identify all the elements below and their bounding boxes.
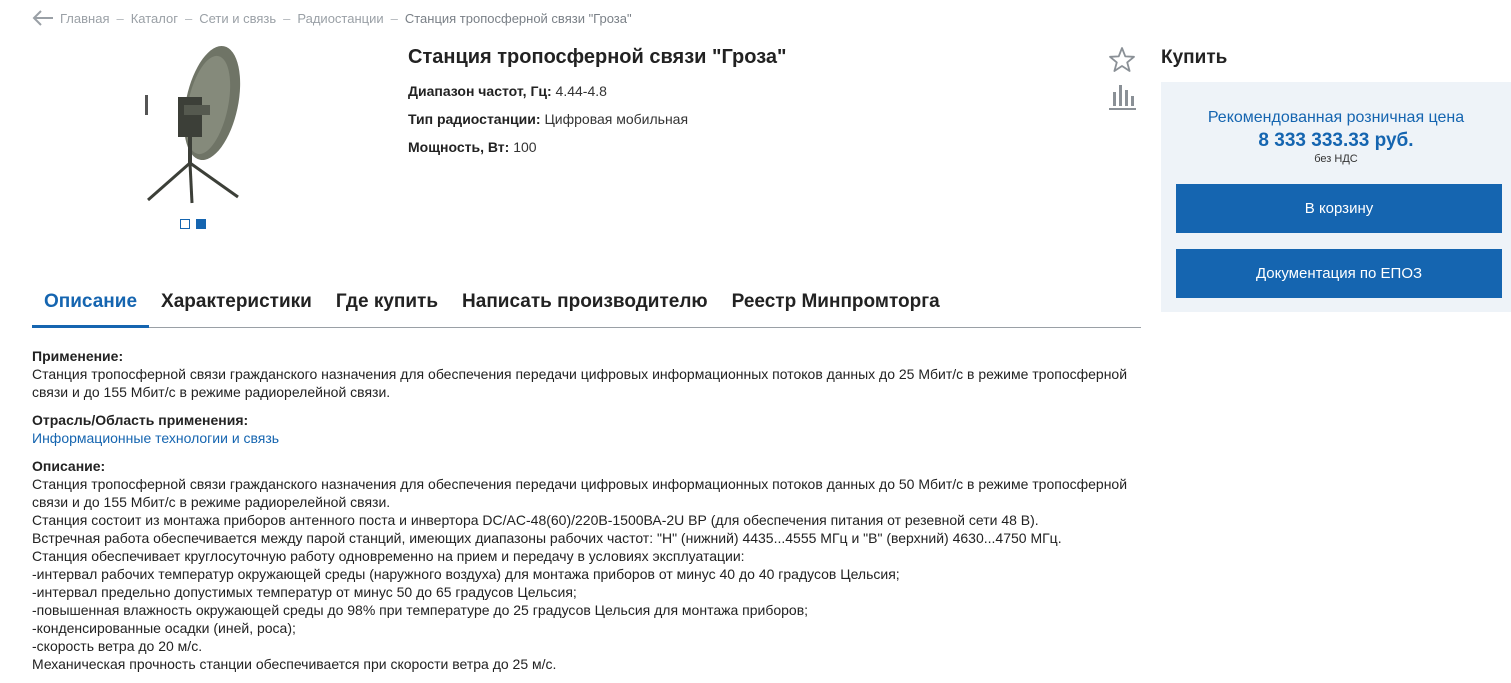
desc-line: -конденсированные осадки (иней, роса); bbox=[32, 620, 296, 636]
desc-line: -повышенная влажность окружающей среды до 98% при температуре до 25 градусов Цельсия для монтажа приборов; bbox=[32, 602, 809, 618]
section-heading: Описание: bbox=[32, 458, 106, 474]
desc-line: Станция обеспечивает круглосуточную работу одновременно на прием и передачу в условиях эксплуатации: bbox=[32, 548, 745, 564]
desc-line: -скорость ветра до 20 м/с. bbox=[32, 638, 203, 654]
desc-line: Станция тропосферной связи гражданского назначения для обеспечения передачи цифровых информационных потоков данных до 50 Мбит/с в режиме тропосферной связи и до 155 Мбит/с в режиме радиорелейной связи. bbox=[32, 476, 1128, 510]
industry-link[interactable]: Информационные технологии и связь bbox=[32, 430, 280, 446]
price-value: 8 333 333.33 руб. bbox=[1258, 130, 1414, 151]
add-to-cart-button[interactable]: В корзину bbox=[1176, 184, 1502, 233]
prop-frequency bbox=[408, 82, 688, 110]
desc-line: Встречная работа обеспечивается между парой станций, имеющих диапазоны рабочих частот: "Н" (нижний) 4435...4555 МГц и "В" (верхний) 4630...4750 МГц. bbox=[32, 530, 1062, 546]
vat-note: без НДС bbox=[1314, 153, 1358, 165]
section-text: Станция тропосферной связи гражданского назначения для обеспечения передачи цифровых информационных потоков данных до 25 Мбит/с в режиме тропосферной связи и до 155 Мбит/с в режиме радиорелейной связи. bbox=[32, 366, 1128, 400]
breadcrumb-item-catalog[interactable]: Каталог bbox=[130, 10, 178, 26]
arrow-left-icon[interactable] bbox=[32, 9, 54, 27]
prop-value: 100 bbox=[513, 139, 537, 155]
product-title: Станция тропосферной связи "Гроза" bbox=[408, 46, 787, 68]
breadcrumb-item-networks[interactable]: Сети и связь bbox=[199, 10, 277, 26]
documentation-button[interactable]: Документация по ЕПОЗ bbox=[1176, 249, 1502, 298]
prop-radio-type bbox=[408, 110, 688, 138]
prop-value: 4.44-4.8 bbox=[555, 83, 607, 99]
product-props bbox=[408, 82, 688, 166]
product-image[interactable] bbox=[140, 45, 250, 205]
product-tabs bbox=[32, 287, 1141, 328]
gallery-dot[interactable] bbox=[180, 219, 190, 229]
bar-chart-icon[interactable] bbox=[1108, 82, 1136, 112]
tab-contact-manufacturer[interactable]: Написать производителю bbox=[462, 291, 708, 312]
application-section bbox=[32, 347, 1132, 401]
breadcrumb-separator: – bbox=[283, 10, 291, 26]
breadcrumb-current: Станция тропосферной связи "Гроза" bbox=[404, 10, 632, 26]
breadcrumb-separator: – bbox=[184, 10, 193, 26]
price-label: Рекомендованная розничная цена bbox=[1207, 109, 1465, 126]
tab-specs[interactable]: Характеристики bbox=[161, 291, 312, 312]
prop-value: Цифровая мобильная bbox=[544, 111, 689, 127]
buy-panel bbox=[1161, 82, 1511, 312]
desc-line: Механическая прочность станции обеспечивается при скорости ветра до 25 м/с. bbox=[32, 656, 557, 672]
section-heading: Отрасль/Область применения: bbox=[32, 412, 249, 428]
breadcrumb-item-radio[interactable]: Радиостанции bbox=[297, 10, 384, 26]
tab-where-to-buy[interactable]: Где купить bbox=[335, 291, 439, 312]
section-heading: Применение: bbox=[32, 348, 124, 364]
industry-section bbox=[32, 411, 1132, 447]
tab-registry[interactable]: Реестр Минпромторга bbox=[731, 291, 940, 312]
gallery-pagination bbox=[180, 219, 206, 229]
buy-title: Купить bbox=[1161, 47, 1228, 68]
prop-power bbox=[408, 138, 688, 166]
gallery-dot-active[interactable] bbox=[196, 219, 206, 229]
desc-line: -интервал рабочих температур окружающей среды (наружного воздуха) для монтажа приборов от минус 40 до 40 градусов Цельсия; bbox=[32, 566, 900, 582]
description-section bbox=[32, 457, 1132, 673]
prop-label: Мощность, Вт: bbox=[408, 139, 510, 155]
prop-label: Диапазон частот, Гц: bbox=[408, 83, 552, 99]
desc-line: Станция состоит из монтажа приборов антенного поста и инвертора DC/AC-48(60)/220В-1500ВА-2U ВР (для обеспечения питания от резевной сети 48 В). bbox=[32, 512, 1039, 528]
breadcrumb-separator: – bbox=[116, 10, 124, 26]
breadcrumb bbox=[32, 8, 632, 28]
star-icon[interactable] bbox=[1108, 46, 1136, 74]
breadcrumb-separator: – bbox=[390, 10, 398, 26]
desc-line: -интервал предельно допустимых температур от минус 50 до 65 градусов Цельсия; bbox=[32, 584, 577, 600]
prop-label: Тип радиостанции: bbox=[408, 111, 541, 127]
description-content bbox=[32, 347, 1132, 683]
breadcrumb-item-home[interactable]: Главная bbox=[60, 10, 110, 26]
tab-description[interactable]: Описание bbox=[32, 287, 149, 328]
